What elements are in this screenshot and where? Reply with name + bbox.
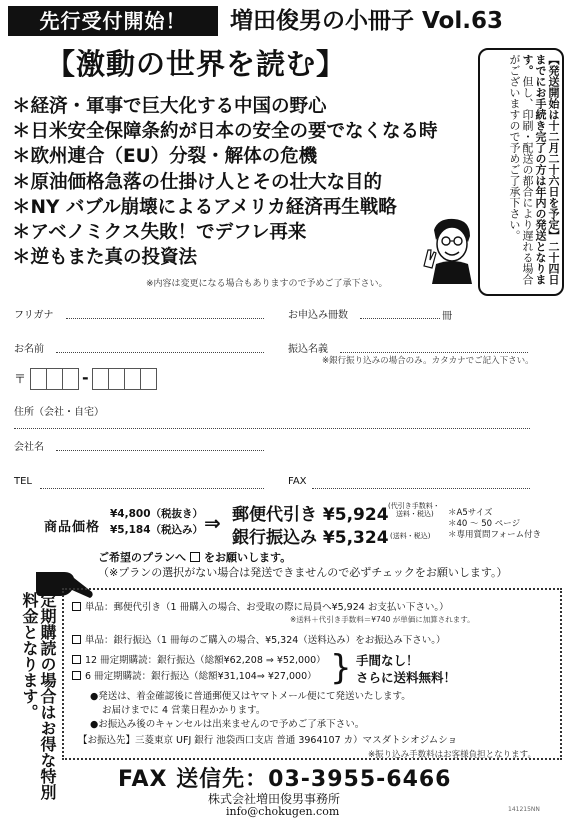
cancel-policy: ●お振込み後のキャンセルは出来ませんので予めご了承下さい。 xyxy=(90,719,365,730)
callout-line-2: さらに送料無料！ xyxy=(356,670,457,685)
topic-item: ＊原油価格急落の仕掛け人とその壮大な目的 xyxy=(12,171,383,193)
checkmark-icon xyxy=(190,552,200,562)
cod-price: 郵便代引き ¥5,924 xyxy=(232,505,389,525)
zip-digit-box[interactable] xyxy=(140,368,157,390)
tel-field[interactable] xyxy=(40,488,264,489)
zip-digit-box[interactable] xyxy=(62,368,79,390)
zip-mark: 〒 xyxy=(14,372,27,386)
book-specs xyxy=(448,508,541,541)
name-label: お名前 xyxy=(14,344,44,355)
bank-price: 銀行振込み ¥5,324 xyxy=(232,528,389,548)
transfer-name-field[interactable] xyxy=(340,352,528,353)
zip-digit-box[interactable] xyxy=(30,368,47,390)
topic-item: ＊アベノミクス失敗！でデフレ再来 xyxy=(12,222,307,244)
bank-fee-note: ※振り込み手数料はお客様負担となります。 xyxy=(368,750,536,760)
delivery-time: お届けまでに 4 営業日程かかります。 xyxy=(102,705,266,716)
transfer-name-label: 振込名義 xyxy=(288,344,328,355)
quantity-unit: 冊 xyxy=(442,311,452,322)
content-change-note: ※内容は変更になる場合もありますので予めご了承下さい。 xyxy=(146,279,388,289)
main-headline: 【激動の世界を読む】 xyxy=(46,47,347,81)
subscription-callout: 定期購読の場合はお得な特別料金となります。 xyxy=(20,592,57,800)
name-field[interactable] xyxy=(56,352,264,353)
fax-label: FAX xyxy=(288,476,307,487)
zip-dash: - xyxy=(82,368,89,387)
furigana-field[interactable] xyxy=(66,318,264,319)
company-label: 会社名 xyxy=(14,442,44,453)
shipping-info: ●発送は、着金確認後に普通郵便又はヤマトメール便にて発送いたします。 xyxy=(90,691,411,702)
bank-price-note: (送料・税込) xyxy=(390,532,431,540)
option-checkbox[interactable] xyxy=(72,671,81,680)
address-label: 住所（会社・自宅） xyxy=(14,407,104,418)
transfer-name-note: ※銀行振り込みの場合のみ。カタカナでご記入下さい。 xyxy=(322,356,534,366)
shipping-notice xyxy=(478,48,564,296)
company-name: 株式会社増田俊男事務所 xyxy=(208,792,341,806)
zip-digit-box[interactable] xyxy=(124,368,141,390)
shipping-notice-bold: 【発送開始は十二月二十六日を予定】二十四日までにお手続き完了の方は年内の発送となります。 xyxy=(521,54,560,285)
contact-email[interactable]: info@chokugen.com xyxy=(226,805,340,818)
price-incl-tax: ¥5,184（税込み） xyxy=(110,524,204,536)
tel-label: TEL xyxy=(14,476,32,487)
option-bank-single[interactable]: 単品：銀行振込（1 冊毎のご購入の場合、¥5,324（送料込み）をお振込み下さい。） xyxy=(72,632,446,646)
option-cod[interactable]: 単品：郵便代引き（1 冊購入の場合、お受取の際に局員へ¥5,924 お支払い下さい。） xyxy=(72,599,449,613)
free-shipping-callout xyxy=(356,652,456,686)
headline-badge: 先行受付開始！ xyxy=(8,6,218,36)
topic-list xyxy=(12,94,480,270)
zip-digit-box[interactable] xyxy=(108,368,125,390)
topic-item: ＊経済・軍事で巨大化する中国の野心 xyxy=(12,96,327,117)
spec-size: ＊A5サイズ xyxy=(448,508,493,518)
option-checkbox[interactable] xyxy=(72,602,81,611)
brace-icon: } xyxy=(330,648,352,688)
option-6-issue[interactable]: 6 冊定期購読：銀行振込（総額¥31,104⇒ ¥27,000） xyxy=(72,668,317,682)
zip-digit-box[interactable] xyxy=(46,368,63,390)
cod-fee-note: ※送料＋代引き手数料＝¥740 が単価に加算されます。 xyxy=(290,615,475,624)
bank-account: 【お振込先】三菱東京 UFJ 銀行 池袋西口支店 普通 3964107 カ）マスダトシオジムショ xyxy=(78,735,458,746)
address-field[interactable] xyxy=(14,428,530,429)
option-checkbox[interactable] xyxy=(72,635,81,644)
spec-form: ＊専用質問フォーム付き xyxy=(448,530,542,540)
callout-line-1: 手間なし！ xyxy=(356,653,419,668)
topic-item: ＊逆もまた真の投資法 xyxy=(12,247,198,269)
topic-item: ＊NY バブル崩壊によるアメリカ経済再生戦略 xyxy=(12,196,397,218)
author-caricature-icon xyxy=(420,216,482,284)
spec-pages: ＊40 ～ 50 ページ xyxy=(448,519,521,529)
price-label: 商品価格 xyxy=(44,520,101,535)
price-arrow-icon: ⇒ xyxy=(204,511,221,535)
furigana-label: フリガナ xyxy=(14,310,54,321)
cod-price-note: (代引き手数料・ 送料・税込) xyxy=(388,502,440,518)
document-code: 141215NN xyxy=(508,806,540,813)
quantity-label: お申込み冊数 xyxy=(288,310,348,321)
booklet-title: 増田俊男の小冊子 Vol.63 xyxy=(230,8,503,34)
topic-item: ＊欧州連合（EU）分裂・解体の危機 xyxy=(12,146,318,168)
price-excl-tax: ¥4,800（税抜き） xyxy=(110,508,204,520)
plan-note: （※プランの選択がない場合は発送できませんので必ずチェックをお願いします。） xyxy=(98,566,508,579)
fax-field[interactable] xyxy=(312,488,530,489)
company-field[interactable] xyxy=(56,450,264,451)
option-checkbox[interactable] xyxy=(72,655,81,664)
shipping-notice-normal: 但し、印刷・配送の都合により遅れる場合がございますので予めご了承下さい。 xyxy=(508,54,534,285)
topic-item: ＊日米安全保障条約が日本の安全の要でなくなる時 xyxy=(12,121,438,143)
option-12-issue[interactable]: 12 冊定期購読：銀行振込（総額¥62,208 ⇒ ¥52,000） xyxy=(72,652,326,666)
zip-digit-box[interactable] xyxy=(92,368,109,390)
quantity-field[interactable] xyxy=(360,318,440,319)
plan-request: ご希望のプランへ をお願いします。 xyxy=(98,551,292,564)
fax-destination: FAX 送信先：03-3955-6466 xyxy=(118,767,452,792)
